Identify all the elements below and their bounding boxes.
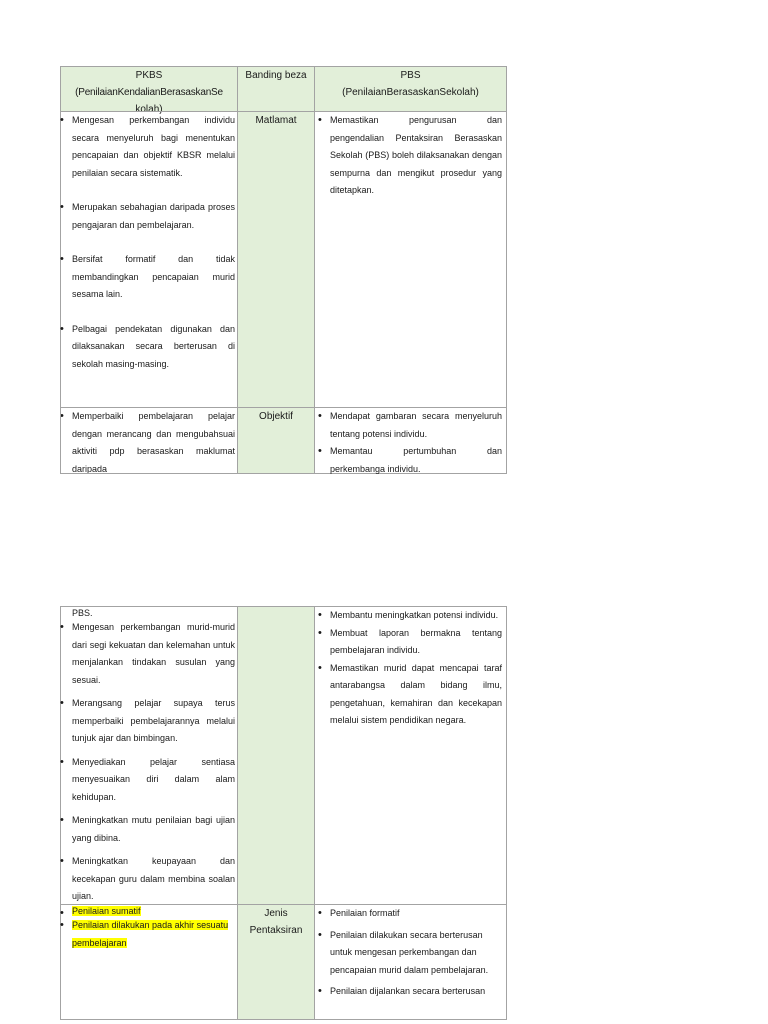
jenis-label-cell <box>237 904 315 1020</box>
list-item: • Memantau pertumbuhan dan perkembanga individu. <box>317 443 502 478</box>
header-pbs-subtitle: (PenilaianBerasaskanSekolah) <box>342 87 479 98</box>
objektif-pbs-continued-cell <box>314 606 507 905</box>
header-pkbs-title: PKBS <box>135 70 163 81</box>
comparison-table-top <box>60 66 507 474</box>
header-pbs <box>314 66 507 112</box>
header-banding-beza <box>237 66 315 112</box>
list-item <box>59 905 235 917</box>
header-banding-beza-label: Banding beza <box>245 70 307 81</box>
matlamat-pbs-cell <box>314 111 507 408</box>
list-item: • Menyediakan pelajar sentiasa menyesuaikan diri dalam alam kehidupan. <box>59 754 235 807</box>
list-item: • Meningkatkan keupayaan dan kecekapan guru dalam membina soalan ujian. <box>59 853 235 906</box>
list-item: • Merupakan sebahagian daripada proses pengajaran dan pembelajaran. <box>59 199 235 234</box>
jenis-label-line2: Pentaksiran <box>249 925 303 936</box>
list-item: • Mengesan perkembangan individu secara menyeluruh bagi menentukan pencapaian dan objektif KBSR melalui penilaian secara sistematik. <box>59 112 235 182</box>
list-item: • Memperbaiki pembelajaran pelajar dengan merancang dan mengubahsuai aktiviti pdp berasaskan maklumat daripada <box>60 408 235 474</box>
list-item: • Mendapat gambaran secara menyeluruh tentang potensi individu. <box>317 408 502 443</box>
list-item: • Merangsang pelajar supaya terus memperbaiki pembelajarannya melalui tunjuk ajar dan bimbingan. <box>59 695 235 748</box>
objektif-continued-label-cell <box>237 606 315 905</box>
list-item <box>59 917 235 952</box>
objektif-label-cell <box>237 407 315 474</box>
list-item: • Meningkatkan mutu penilaian bagi ujian yang dibina. <box>59 812 235 847</box>
list-item: • Memastikan pengurusan dan pengendalian Pentaksiran Berasaskan Sekolah (PBS) boleh dilaksanakan dengan sempurna dan mengikut prosedur yang ditetapkan. <box>317 112 502 200</box>
objektif-pkbs-cell <box>60 407 238 474</box>
list-item: • Membuat laporan bermakna tentang pembelajaran individu. <box>317 625 502 660</box>
matlamat-label: Matlamat <box>255 115 297 126</box>
highlighted-text: Penilaian dilakukan pada akhir sesuatu pembelajaran <box>72 920 229 948</box>
list-item: • Penilaian dilakukan secara berterusan untuk mengesan perkembangan dan pencapaian murid dalam pembelajaran. <box>317 927 502 980</box>
header-pkbs-subtitle-1: (PenilaianKendalianBerasaskanSe <box>75 87 223 98</box>
list-item: • Penilaian dijalankan secara berterusan <box>317 983 502 1001</box>
jenis-pbs-cell <box>314 904 507 1020</box>
header-pkbs <box>60 66 238 115</box>
list-item: • Bersifat formatif dan tidak membandingkan pencapaian murid sesama lain. <box>59 251 235 304</box>
jenis-label-line1: Jenis <box>264 908 288 919</box>
pkbs-continuation-text: PBS. <box>72 608 93 618</box>
jenis-pkbs-cell <box>60 904 238 1020</box>
objektif-pbs-cell <box>314 407 507 474</box>
list-item: • Membantu meningkatkan potensi individu. <box>317 607 502 625</box>
list-item: • Mengesan perkembangan murid-murid dari segi kekuatan dan kelemahan untuk menjalankan tindakan susulan yang sesuai. <box>59 619 235 689</box>
header-pbs-title: PBS <box>400 70 421 81</box>
highlighted-text: Penilaian sumatif <box>72 906 141 916</box>
list-item: • Penilaian formatif <box>317 905 502 923</box>
objektif-label: Objektif <box>259 411 293 422</box>
matlamat-label-cell <box>237 111 315 408</box>
comparison-table-bottom <box>60 606 507 1020</box>
objektif-pkbs-continued-cell <box>60 606 238 905</box>
list-item: • Memastikan murid dapat mencapai taraf antarabangsa dalam bidang ilmu, pengetahuan, kemahiran dan kecekapan melalui sistem pendidikan negara. <box>317 660 502 730</box>
list-item: • Pelbagai pendekatan digunakan dan dilaksanakan secara berterusan di sekolah masing-masing. <box>59 321 235 374</box>
matlamat-pkbs-cell <box>60 111 238 408</box>
header-pkbs-subtitle-2: kolah) <box>135 104 163 115</box>
